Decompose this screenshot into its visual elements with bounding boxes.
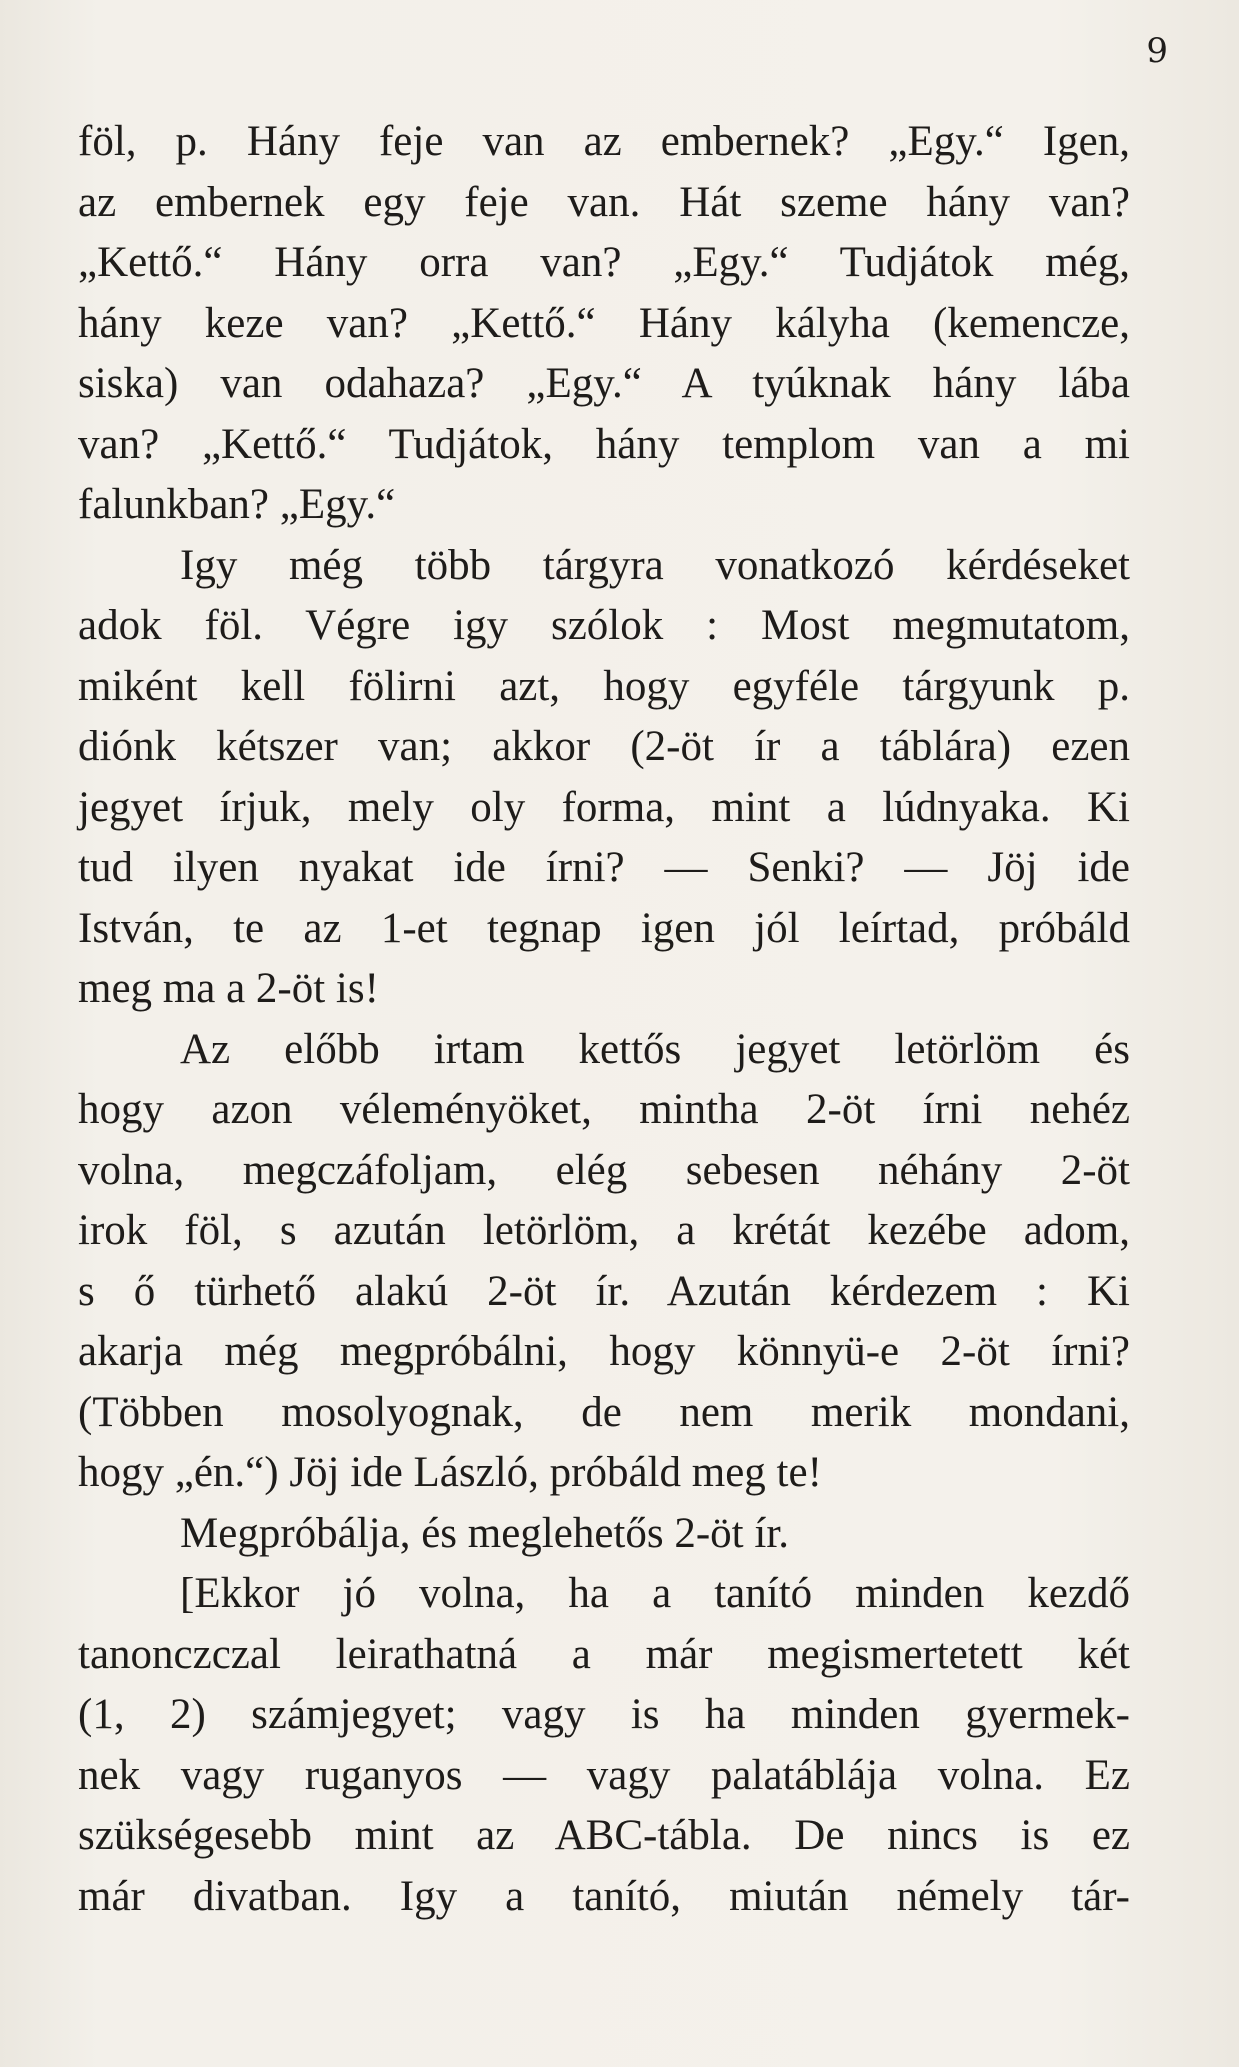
text-line: tanonczczal leirathatná a már megismertetett két	[78, 1630, 1130, 1678]
text-line: volna, megczáfoljam, elég sebesen néhány 2-öt	[78, 1146, 1130, 1194]
text-line: Igy még több tárgyra vonatkozó kérdéseket	[180, 541, 1130, 589]
text-line: Az előbb irtam kettős jegyet letörlöm és	[180, 1025, 1130, 1073]
text-line: miként kell fölirni azt, hogy egyféle tárgyunk p.	[78, 662, 1130, 710]
text-line: nek vagy ruganyos — vagy palatáblája volna. Ez	[78, 1751, 1130, 1799]
text-line: hogy azon véleményöket, mintha 2-öt írni nehéz	[78, 1086, 1130, 1133]
body-text	[78, 112, 1130, 1927]
text-line: irok föl, s azután letörlöm, a krétát kezébe adom,	[78, 1207, 1130, 1254]
text-line: tud ilyen nyakat ide írni? — Senki? — Jöj ide	[78, 844, 1130, 891]
text-line: az embernek egy feje van. Hát szeme hány van?	[78, 178, 1130, 226]
text-line: falunkban? „Egy.“	[78, 481, 396, 528]
text-line: jegyet írjuk, mely oly forma, mint a lúdnyaka. Ki	[78, 783, 1130, 831]
text-line: meg ma a 2-öt is!	[78, 965, 379, 1012]
text-line: már divatban. Igy a tanító, miután némely tár-	[78, 1872, 1130, 1920]
text-line: [Ekkor jó volna, ha a tanító minden kezdő	[180, 1570, 1130, 1617]
text-line: „Kettő.“ Hány orra van? „Egy.“ Tudjátok még,	[78, 239, 1130, 286]
text-line: hány keze van? „Kettő.“ Hány kályha (kemencze,	[78, 299, 1130, 347]
text-line: siska) van odahaza? „Egy.“ A tyúknak hány lába	[78, 360, 1130, 407]
text-line: diónk kétszer van; akkor (2-öt ír a táblára) ezen	[78, 723, 1130, 770]
text-line: (Többen mosolyognak, de nem merik mondani,	[78, 1388, 1130, 1436]
text-line: szükségesebb mint az ABC-tábla. De nincs is ez	[78, 1812, 1130, 1859]
text-line: (1, 2) számjegyet; vagy is ha minden gyermek-	[78, 1691, 1130, 1738]
text-line: van? „Kettő.“ Tudjátok, hány templom van a mi	[78, 420, 1130, 468]
text-line: István, te az 1-et tegnap igen jól leírtad, próbáld	[78, 904, 1130, 952]
text-line: Megpróbálja, és meglehetős 2-öt ír.	[180, 1509, 790, 1557]
text-line: hogy „én.“) Jöj ide László, próbáld meg te!	[78, 1449, 822, 1496]
text-line: föl, p. Hány feje van az embernek? „Egy.“ Igen,	[78, 118, 1130, 165]
text-line: adok föl. Végre igy szólok : Most megmutatom,	[78, 602, 1130, 649]
text-line: s ő türhető alakú 2-öt ír. Azután kérdezem : Ki	[78, 1267, 1130, 1315]
text-line: akarja még megpróbálni, hogy könnyü-e 2-öt írni?	[78, 1328, 1130, 1375]
page-number: 9	[1146, 31, 1169, 71]
